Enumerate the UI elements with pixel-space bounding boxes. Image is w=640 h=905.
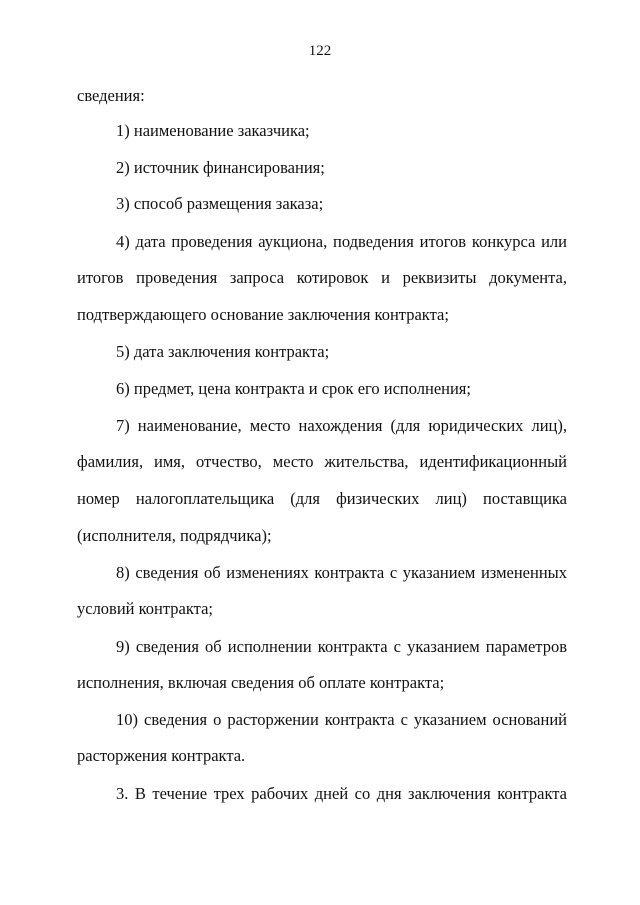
list-item: 9) сведения об исполнении контракта с указанием параметров xyxy=(116,637,567,656)
list-item: 2) источник финансирования; xyxy=(116,158,325,177)
text-line: подтверждающего основание заключения контракта; xyxy=(77,305,449,324)
list-item: 10) сведения о расторжении контракта с указанием оснований xyxy=(116,710,567,729)
list-item: 3) способ размещения заказа; xyxy=(116,194,324,213)
text-line: итогов проведения запроса котировок и реквизиты документа, xyxy=(77,268,567,287)
text-line: 3. В течение трех рабочих дней со дня заключения контракта xyxy=(116,784,567,803)
text-line: фамилия, имя, отчество, место жительства, идентификационный xyxy=(77,452,567,471)
list-item: 6) предмет, цена контракта и срок его исполнения; xyxy=(116,379,471,398)
text-line: сведения: xyxy=(77,86,145,105)
text-line: (исполнителя, подрядчика); xyxy=(77,526,272,545)
list-item: 4) дата проведения аукциона, подведения итогов конкурса или xyxy=(116,232,567,251)
list-item: 7) наименование, место нахождения (для юридических лиц), xyxy=(116,416,567,435)
text-line: номер налогоплательщика (для физических лиц) поставщика xyxy=(77,489,567,508)
list-item: 1) наименование заказчика; xyxy=(116,121,310,140)
text-line: условий контракта; xyxy=(77,599,213,618)
list-item: 8) сведения об изменениях контракта с указанием измененных xyxy=(116,563,567,582)
list-item: 5) дата заключения контракта; xyxy=(116,342,330,361)
text-line: расторжения контракта. xyxy=(77,746,246,765)
text-line: исполнения, включая сведения об оплате контракта; xyxy=(77,673,445,692)
page-number: 122 xyxy=(308,43,332,59)
